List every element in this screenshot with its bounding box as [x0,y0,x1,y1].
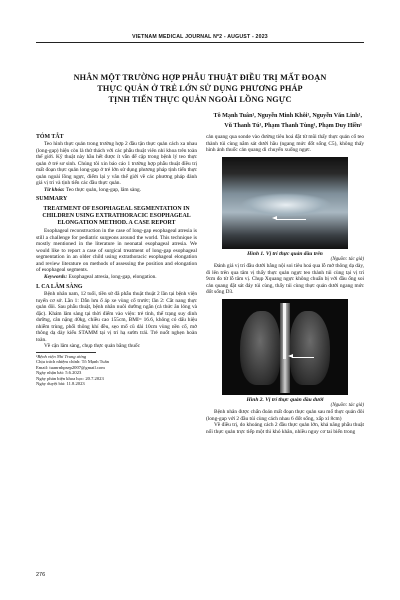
footnote-line: Chịu trách nhiệm chính: Tô Mạnh Tuân [36,359,109,365]
header-rule [36,42,364,43]
keywords [36,187,197,194]
en-title: TREATMENT OF ESOPHAGEAL SEGMENTATION IN CHILDREN USING EXTRATHORACIC ESOPHAGEAL ELONGATION METHOD. A CASE REPORT [42,206,191,226]
en-keywords-text: Esophageal atresia, long-gap, elongation. [67,273,157,280]
arrow-icon [292,357,314,358]
left-column [36,134,197,387]
en-summary-heading: SUMMARY [36,196,68,202]
author-line-1: Tô Mạnh Tuân¹, Nguyễn Minh Khôi¹, Nguyễn Văn Linh¹, [213,113,362,119]
figure-1-source: (Nguồn: tác giả) [330,257,364,262]
footnote-line: Ngày nhận bài: 5.6.2023 [36,370,82,376]
right-para-2: Đánh giá vị trí đầu dưới bằng nội soi tiêu hoá qua lỗ mở thông dạ dày, đi lên trên qua tâm vị thấy thực quản ngực teo thành túi cùng tại vị trí 9cm đo từ lỗ tâm vị. Chụp Xquang ngực không chuẩn bị với đầu ống soi cản quang đặt sát đáy túi cùng, thấy túi cùng thực quản dưới ngang mức đốt sống D3. [206,263,364,295]
author-list [102,111,362,131]
lung-shape [290,311,330,385]
footnote-line: Ngày phản biện khoa học: 20.7.2023 [36,375,104,381]
keywords-text: Teo thực quản, long-gap, lâm sàng. [64,186,142,193]
right-para-4: Về điều trị, do khoảng cách 2 đầu thực quản lớn, khả năng phẫu thuật nối thực quản trực tiếp một thì khó khăn, nhiều nguy cơ tai biến trong [206,422,364,435]
footnote-affiliation: ¹Bệnh viện Nhi Trung ương [36,353,87,359]
summary-heading: TÓM TẮT [36,134,64,140]
figure-2-caption: Hình 2. Vị trí thực quản đầu dưới [246,396,324,403]
section1-heading: I. CA LÂM SÀNG [36,284,83,290]
right-para-3: Bệnh nhân được chẩn đoán mất đoạn thực quản sau mổ thực quản đôi (long-gap với 2 đầu túi cùng cách nhau 6 đốt sống, xấp xỉ 8cm) [206,409,364,422]
right-para-1: cản quang qua sonde vào đường tiêu hoá đặt từ mũi thấy thực quản cổ teo thành túi cùng nằm sát dưới hầu (ngang mức đốt sống C5), không thấy hình ảnh thuốc cản quang di chuyển xuống ngực. [206,134,364,153]
footnotes [36,354,197,388]
title-line-1: NHÂN MỘT TRƯỜNG HỢP PHẪU THUẬT ĐIỀU TRỊ MẤT ĐOẠN [73,73,327,82]
endoscope-shape [283,303,286,359]
article-title [40,72,360,105]
en-keywords [36,274,197,281]
section1-text: Bệnh nhân nam, 12 tuổi, tiền sử đã phẫu thuật thuật 2 lần tại bệnh viện tuyến cơ sở. Lần 1: Dẫn lưu ổ áp xe vùng cổ trước; lần 2: Cắt nang thực quản đôi. Sau phẫu thuật, bệnh nhân nuôi dưỡng ngắn (cả thức ăn lỏng và đặc). Khám lâm sàng tại thời điểm vào viện: trẻ tỉnh, thể trạng suy dinh dưỡng, cân nặng 40kg, chiều cao 155cm, BMI= 16.6, không có dấu hiệu nhiễm trùng, phổi thông khí đều, sẹo mổ cũ dài 10cm vùng nền cổ, mở thông dạ dày kiểu STAMM tại vị trí hạ sườn trái. Trẻ nuốt nghẹn hoàn toàn. [36,291,197,343]
en-summary-text: Esophageal reconstruction in the case of long-gap esophageal atresia is still a challenge for pediatric surgeons around the world. This technique is mostly mentioned in the literature in neonatal esophageal atresia. We would like to report a case of surgical treatment of long-gap esophageal segmentation in an older child using extrathoracic esophageal elongation and review literature on methods of assessing the position and elongation of esophageal segments. [36,228,197,273]
page-number: 276 [36,572,46,578]
figure-2-image [222,299,348,395]
footnote-line: Ngày duyệt bài: 11.8.2023 [36,381,85,387]
journal-header: VIETNAM MEDICAL JOURNAL Nº2 - AUGUST - 2023 [132,34,268,40]
keywords-label: Từ khóa: [44,186,65,193]
right-column [206,134,364,435]
footnote-line: Email: tuanrnhpsep2007@gmail.com [36,364,105,370]
contrast-pouch-shape [240,193,332,217]
author-line-2: Vũ Thanh Tú¹, Phạm Thanh Tùng¹, Phạm Duy Hiền¹ [224,123,362,129]
footnote-rule [36,352,96,353]
arrow-icon [276,219,306,220]
section1-text-2: Về cận lâm sàng, chụp thực quản bằng thuốc [44,343,140,349]
figure-2-source: (Nguồn: tác giả) [330,403,364,408]
summary-text: Teo hình thực quản trong trường hợp 2 đầu tận thực quản cách xa nhau (long-gap) hiện còn là thử thách với các phẫu thuật viên nhi khoa trên toàn thế giới. Kỹ thuật này hầu hết được ít vẫn để cập trong bệnh lý teo thực quản ở trẻ sơ sinh. Chúng tôi xin báo cáo 1 trường hợp phẫu thuật điều trị mất đoạn thực quản long-gap ở trẻ lớn sử dụng phương pháp tịnh tiến thực quản ngoài lồng ngực, điểm lại y văn thế giới về các phương pháp đánh giá vị trí và tịnh tiến các đầu thực quản. [36,141,197,186]
title-line-3: TỊNH TIẾN THỰC QUẢN NGOÀI LỒNG NGỰC [108,95,292,104]
figure-1-image [222,157,348,249]
lung-shape [240,311,280,385]
title-line-2: THỰC QUẢN Ở TRẺ LỚN SỬ DỤNG PHƯƠNG PHÁP [97,84,303,93]
figure-1-caption: Hình 1. Vị trí thực quản đầu trên [247,250,323,257]
en-keywords-label: Keywords: [44,273,68,280]
